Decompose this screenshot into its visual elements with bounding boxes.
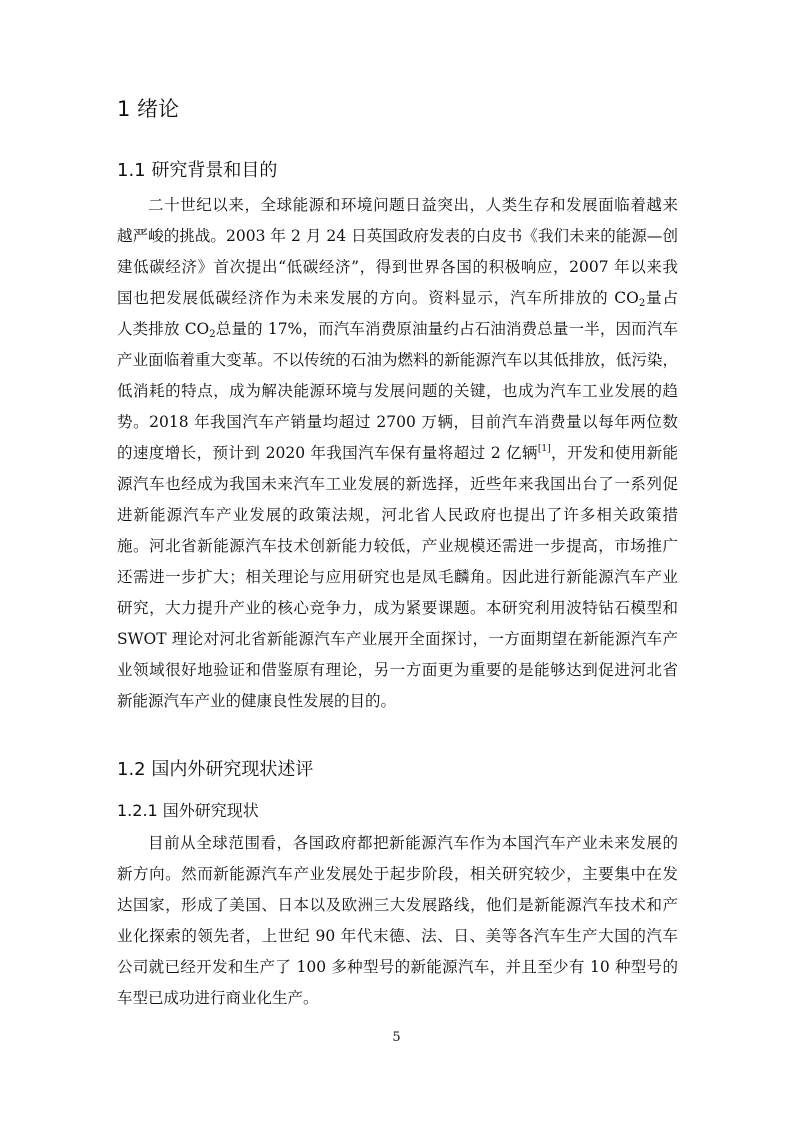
text-line (117, 438, 678, 469)
text-line: 越严峻的挑战。2003 年 2 月 24 日英国政府发表的白皮书《我们未来的能源—创 (117, 227, 678, 245)
text-line: 业化探索的领先者，上世纪 90 年代末德、法、日、美等各汽车生产大国的汽车 (117, 927, 678, 945)
section-heading-1-2: 1.2 国内外研究现状述评 (117, 759, 314, 780)
citation-marker: [1] (537, 444, 551, 454)
subsection-heading-1-2-1: 1.2.1 国外研究现状 (117, 801, 259, 820)
text-line: SWOT 理论对河北省新能源汽车产业展开全面探讨，一方面期望在新能源汽车产 (117, 630, 678, 648)
text-line: 公司就已经开发和生产了 100 多种型号的新能源汽车，并且至少有 10 种型号的 (117, 958, 678, 976)
text-line: 势。2018 年我国汽车产销量均超过 2700 万辆，目前汽车消费量以每年两位数 (117, 413, 678, 431)
text-fragment: ，开发和使用新能 (550, 444, 678, 462)
text-line: 进新能源汽车产业发展的政策法规，河北省人民政府也提出了许多相关政策措 (117, 506, 678, 524)
chapter-heading: 1 绪论 (117, 97, 180, 121)
text-line: 源汽车也经成为我国未来汽车工业发展的新选择，近些年来我国出台了一系列促 (117, 475, 678, 493)
text-line: 新能源汽车产业的健康良性发展的目的。 (117, 692, 397, 710)
subscript: 2 (209, 329, 216, 340)
text-line: 施。河北省新能源汽车技术创新能力较低，产业规模还需进一步提高，市场推广 (117, 537, 678, 555)
text-line (117, 314, 678, 345)
text-line: 建低碳经济》首次提出“低碳经济”，得到世界各国的积极响应，2007 年以来我 (117, 258, 678, 276)
text-line: 还需进一步扩大；相关理论与应用研究也是凤毛麟角。因此进行新能源汽车产业 (117, 568, 678, 586)
text-fragment: 的速度增长，预计到 2020 年我国汽车保有量将超过 2 亿辆 (117, 444, 538, 462)
subscript: 2 (638, 298, 646, 309)
paragraph-research-background (117, 190, 678, 717)
page-number: 5 (392, 1030, 401, 1045)
text-fragment: 总量的 17%，而汽车消费原油量约占石油消费总量一半，因而汽车 (215, 320, 678, 338)
text-line: 二十世纪以来，全球能源和环境问题日益突出，人类生存和发展面临着越来 (148, 196, 678, 214)
text-line (117, 283, 678, 314)
text-line: 产业面临着重大变革。不以传统的石油为燃料的新能源汽车以其低排放，低污染， (117, 351, 678, 369)
text-line: 研究，大力提升产业的核心竞争力，成为紧要课题。本研究利用波特钻石模型和 (117, 599, 678, 617)
text-line: 目前从全球范围看，各国政府都把新能源汽车作为本国汽车产业未来发展的 (148, 834, 678, 852)
text-line: 达国家，形成了美国、日本以及欧洲三大发展路线，他们是新能源汽车技术和产 (117, 896, 678, 914)
text-line: 低消耗的特点，成为解决能源环境与发展问题的关键，也成为汽车工业发展的趋 (117, 382, 678, 400)
text-line: 业领域很好地验证和借鉴原有理论，另一方面更为重要的是能够达到促进河北省 (117, 661, 678, 679)
section-heading-1-1: 1.1 研究背景和目的 (117, 160, 278, 181)
text-line: 车型已成功进行商业化生产。 (117, 989, 319, 1007)
text-fragment: 人类排放 CO (117, 320, 210, 338)
text-fragment: 国也把发展低碳经济作为未来发展的方向。资料显示，汽车所排放的 CO (117, 289, 639, 307)
text-line: 新方向。然而新能源汽车产业发展处于起步阶段，相关研究较少，主要集中在发 (117, 865, 678, 883)
text-fragment: 量占 (645, 289, 678, 307)
paragraph-foreign-research (117, 828, 678, 1014)
